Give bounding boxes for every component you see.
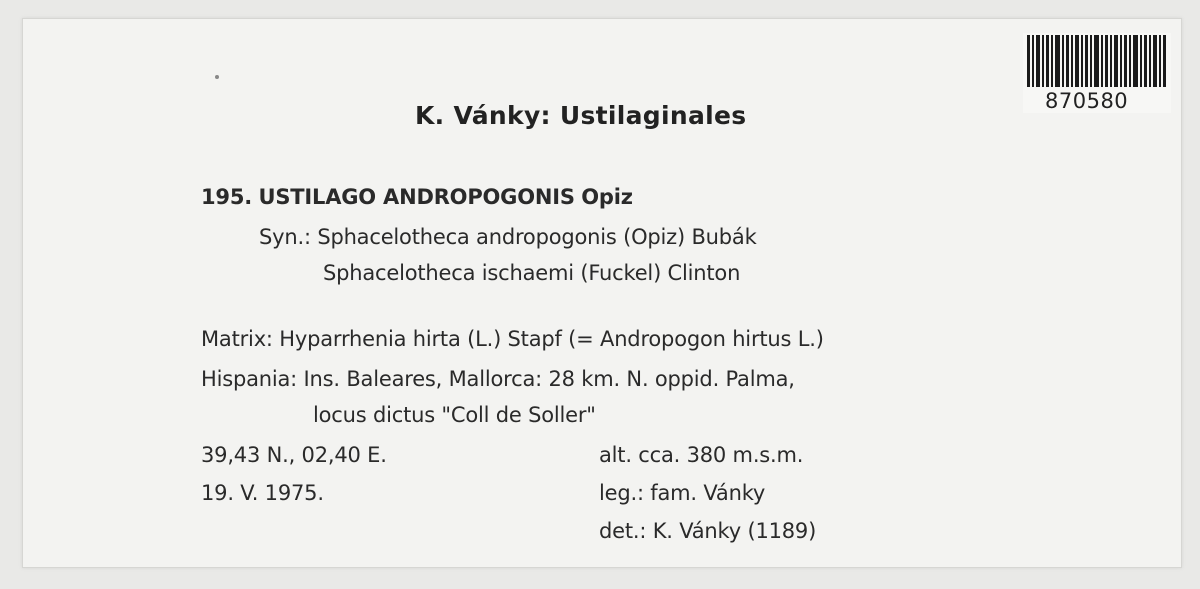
synonym-2: Sphacelotheca ischaemi (Fuckel) Clinton	[323, 261, 741, 285]
species-name: USTILAGO ANDROPOGONIS	[258, 185, 575, 209]
barcode-number: 870580	[1045, 89, 1129, 113]
specimen-label	[22, 18, 1182, 568]
synonym-1: Sphacelotheca andropogonis (Opiz) Bubák	[317, 225, 757, 249]
barcode	[1023, 33, 1171, 113]
barcode-bars	[1027, 35, 1167, 87]
dust-speck	[215, 75, 219, 79]
synonym-line-1	[259, 227, 757, 248]
species-line	[201, 187, 633, 208]
collector: leg.: fam. Vánky	[599, 481, 766, 505]
locality-line-1	[201, 369, 795, 390]
species-author: Opiz	[581, 185, 633, 209]
locality-value-1: Ins. Baleares, Mallorca: 28 km. N. oppid. Palma,	[303, 367, 795, 391]
locality-label: Hispania:	[201, 367, 298, 391]
altitude: alt. cca. 380 m.s.m.	[599, 443, 804, 467]
matrix-value: Hyparrhenia hirta (L.) Stapf (= Andropogon hirtus L.)	[279, 327, 824, 351]
coordinates: 39,43 N., 02,40 E.	[201, 443, 387, 467]
matrix-line	[201, 329, 824, 350]
locality-value-2: locus dictus "Coll de Soller"	[313, 403, 596, 427]
species-number: 195.	[201, 185, 253, 209]
matrix-label: Matrix:	[201, 327, 273, 351]
synonym-label: Syn.:	[259, 225, 311, 249]
collection-date: 19. V. 1975.	[201, 481, 324, 505]
determiner: det.: K. Vánky (1189)	[599, 519, 817, 543]
page-title: K. Vánky: Ustilaginales	[415, 101, 747, 130]
